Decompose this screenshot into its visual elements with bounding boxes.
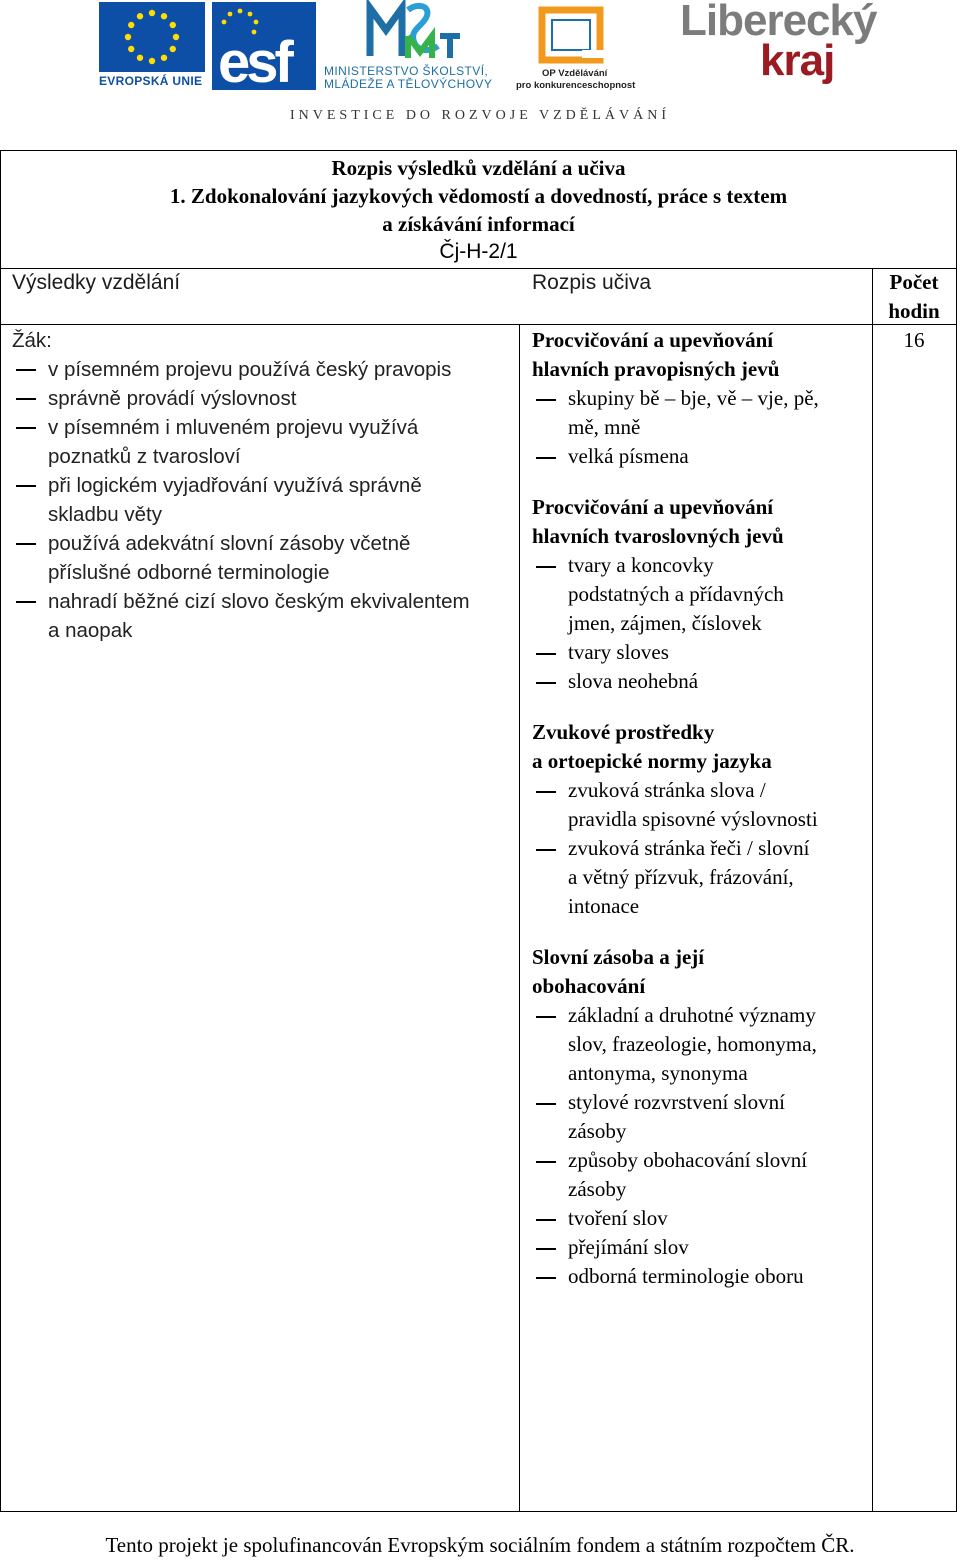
msmt-line1: MINISTERSTVO ŠKOLSTVÍ, bbox=[324, 64, 489, 78]
op-emblem-icon bbox=[512, 4, 634, 66]
result-item-line: poznatků z tvarosloví bbox=[48, 445, 241, 468]
curriculum-section-title: Procvičování a upevňování bbox=[532, 495, 774, 519]
subject-code: Čj-H-2/1 bbox=[439, 240, 518, 263]
column-header-hours-line1: Počet bbox=[889, 270, 939, 294]
column-divider-2 bbox=[872, 268, 873, 1512]
curriculum-item bbox=[532, 442, 867, 471]
curriculum-item-line: odborná terminologie oboru bbox=[568, 1264, 804, 1288]
column-header-hours bbox=[872, 268, 956, 326]
lk-line2: kraj bbox=[760, 36, 835, 85]
svg-text:esf: esf bbox=[218, 30, 290, 90]
op-line1: OP Vzdělávání bbox=[542, 68, 608, 79]
curriculum-section-title: Procvičování a upevňování bbox=[532, 328, 774, 352]
curriculum-item bbox=[532, 1146, 867, 1204]
curriculum-item-line: podstatných a přídavných bbox=[568, 582, 784, 606]
curriculum-section bbox=[532, 718, 867, 921]
op-line2: pro konkurenceschopnost bbox=[516, 80, 636, 91]
curriculum-section bbox=[532, 493, 867, 696]
curriculum-item-line: velká písmena bbox=[568, 444, 689, 468]
colhead-divider bbox=[0, 324, 957, 325]
curriculum-item-line: stylové rozvrstvení slovní bbox=[568, 1090, 785, 1114]
curriculum-item bbox=[532, 1088, 867, 1146]
curriculum-item-line: mě, mně bbox=[568, 415, 641, 439]
table-subtitle-line2: a získávání informací bbox=[382, 212, 575, 236]
curriculum-item bbox=[532, 1204, 867, 1233]
results-intro: Žák: bbox=[12, 329, 52, 352]
curriculum-item bbox=[532, 776, 867, 834]
eu-star-icon bbox=[149, 58, 155, 64]
curriculum-item bbox=[532, 638, 867, 667]
column-header-results: Výsledky vzdělání bbox=[12, 271, 181, 294]
result-item bbox=[12, 529, 512, 587]
curriculum-section bbox=[532, 943, 867, 1291]
curriculum-item bbox=[532, 384, 867, 442]
result-item bbox=[12, 384, 512, 413]
curriculum-item-line: přejímání slov bbox=[568, 1235, 689, 1259]
logo-bar bbox=[0, 0, 960, 130]
eu-star-icon bbox=[128, 22, 134, 28]
curriculum-item-line: zvuková stránka slova / bbox=[568, 778, 766, 802]
curriculum-item bbox=[532, 1233, 867, 1262]
table-title: Rozpis výsledků vzdělání a učiva bbox=[331, 156, 626, 180]
eu-star-icon bbox=[170, 46, 176, 52]
curriculum-item-line: a větný přízvuk, frázování, bbox=[568, 865, 794, 889]
esf-logo-icon bbox=[212, 2, 316, 90]
curriculum-section bbox=[532, 326, 867, 471]
liberecky-kraj-logo bbox=[640, 0, 877, 90]
result-item-line: v písemném i mluveném projevu využívá bbox=[48, 416, 419, 439]
lk-line1: Liberecký bbox=[680, 0, 877, 45]
hours-value: 16 bbox=[903, 328, 925, 352]
column-header-curriculum: Rozpis učiva bbox=[532, 271, 652, 294]
result-item bbox=[12, 471, 512, 529]
eu-logo-text: EVROPSKÁ UNIE bbox=[99, 74, 203, 88]
investice-tagline: INVESTICE DO ROZVOJE VZDĚLÁVÁNÍ bbox=[290, 108, 670, 123]
column-divider-1 bbox=[519, 324, 520, 1512]
eu-star-icon bbox=[161, 55, 167, 61]
curriculum-item-line: intonace bbox=[568, 894, 640, 918]
curriculum-item-line: slov, frazeologie, homonyma, bbox=[568, 1032, 817, 1056]
curriculum-item-line: zvuková stránka řeči / slovní bbox=[568, 836, 810, 860]
result-item-line: nahradí běžné cizí slovo českým ekvivalentem bbox=[48, 590, 470, 613]
curriculum-section-title: obohacování bbox=[532, 974, 646, 998]
result-item bbox=[12, 587, 512, 645]
msmt-line2: MLÁDEŽE A TĚLOVÝCHOVY bbox=[324, 77, 493, 91]
curriculum-item-line: tvoření slov bbox=[568, 1206, 668, 1230]
table-subtitle-line1: 1. Zdokonalování jazykových vědomostí a dovedností, práce s textem bbox=[169, 184, 788, 208]
eu-star-icon bbox=[137, 55, 143, 61]
curriculum-item-line: slova neohebná bbox=[568, 669, 699, 693]
curriculum-item-line: tvary sloves bbox=[568, 640, 669, 664]
result-item-line: příslušné odborné terminologie bbox=[48, 561, 330, 584]
msmt-emblem-icon bbox=[322, 0, 510, 62]
curriculum-item bbox=[532, 1262, 867, 1291]
curriculum-item bbox=[532, 834, 867, 921]
msmt-logo bbox=[322, 0, 510, 92]
curriculum-item-line: skupiny bě – bje, vě – vje, pě, bbox=[568, 386, 819, 410]
curriculum-item-line: jmen, zájmen, číslovek bbox=[568, 611, 762, 635]
eu-logo bbox=[99, 2, 205, 89]
curriculum-item-line: tvary a koncovky bbox=[568, 553, 714, 577]
result-item-line: a naopak bbox=[48, 619, 133, 642]
result-item-line: při logickém vyjadřování využívá správně bbox=[48, 474, 422, 497]
eu-star-icon bbox=[128, 46, 134, 52]
result-item-line: v písemném projevu používá český pravopis bbox=[48, 358, 452, 381]
result-item-line: používá adekvátní slovní zásoby včetně bbox=[48, 532, 411, 555]
curriculum-item bbox=[532, 667, 867, 696]
eu-star-icon bbox=[125, 34, 131, 40]
curriculum-item-line: antonyma, synonyma bbox=[568, 1061, 748, 1085]
eu-star-icon bbox=[149, 10, 155, 16]
curriculum-section-title: Zvukové prostředky bbox=[532, 720, 715, 744]
op-vzdelavani-logo bbox=[512, 4, 634, 92]
curriculum-section-title: Slovní zásoba a její bbox=[532, 945, 705, 969]
result-item bbox=[12, 413, 512, 471]
curriculum-item bbox=[532, 1001, 867, 1088]
curriculum-item-line: zásoby bbox=[568, 1177, 627, 1201]
eu-flag-icon bbox=[99, 2, 205, 72]
eu-star-icon bbox=[170, 22, 176, 28]
result-item-line: správně provádí výslovnost bbox=[48, 387, 297, 410]
curriculum-item-line: základní a druhotné významy bbox=[568, 1003, 816, 1027]
eu-star-icon bbox=[137, 13, 143, 19]
eu-star-icon bbox=[173, 34, 179, 40]
curriculum-item-line: pravidla spisovné výslovnosti bbox=[568, 807, 818, 831]
curriculum-item bbox=[532, 551, 867, 638]
result-item-line: skladbu věty bbox=[48, 503, 162, 526]
result-item bbox=[12, 355, 512, 384]
funding-footer: Tento projekt je spolufinancován Evropským sociálním fondem a státním rozpočtem ČR. bbox=[105, 1533, 855, 1557]
column-header-hours-line2: hodin bbox=[888, 299, 940, 323]
curriculum-item-line: zásoby bbox=[568, 1119, 627, 1143]
curriculum-section-title: a ortoepické normy jazyka bbox=[532, 749, 772, 773]
eu-star-icon bbox=[161, 13, 167, 19]
results-column bbox=[12, 326, 512, 645]
curriculum-section-title: hlavních pravopisných jevů bbox=[532, 357, 780, 381]
curriculum-item-line: způsoby obohacování slovní bbox=[568, 1148, 808, 1172]
curriculum-section-title: hlavních tvaroslovných jevů bbox=[532, 524, 784, 548]
curriculum-column bbox=[532, 326, 867, 1313]
